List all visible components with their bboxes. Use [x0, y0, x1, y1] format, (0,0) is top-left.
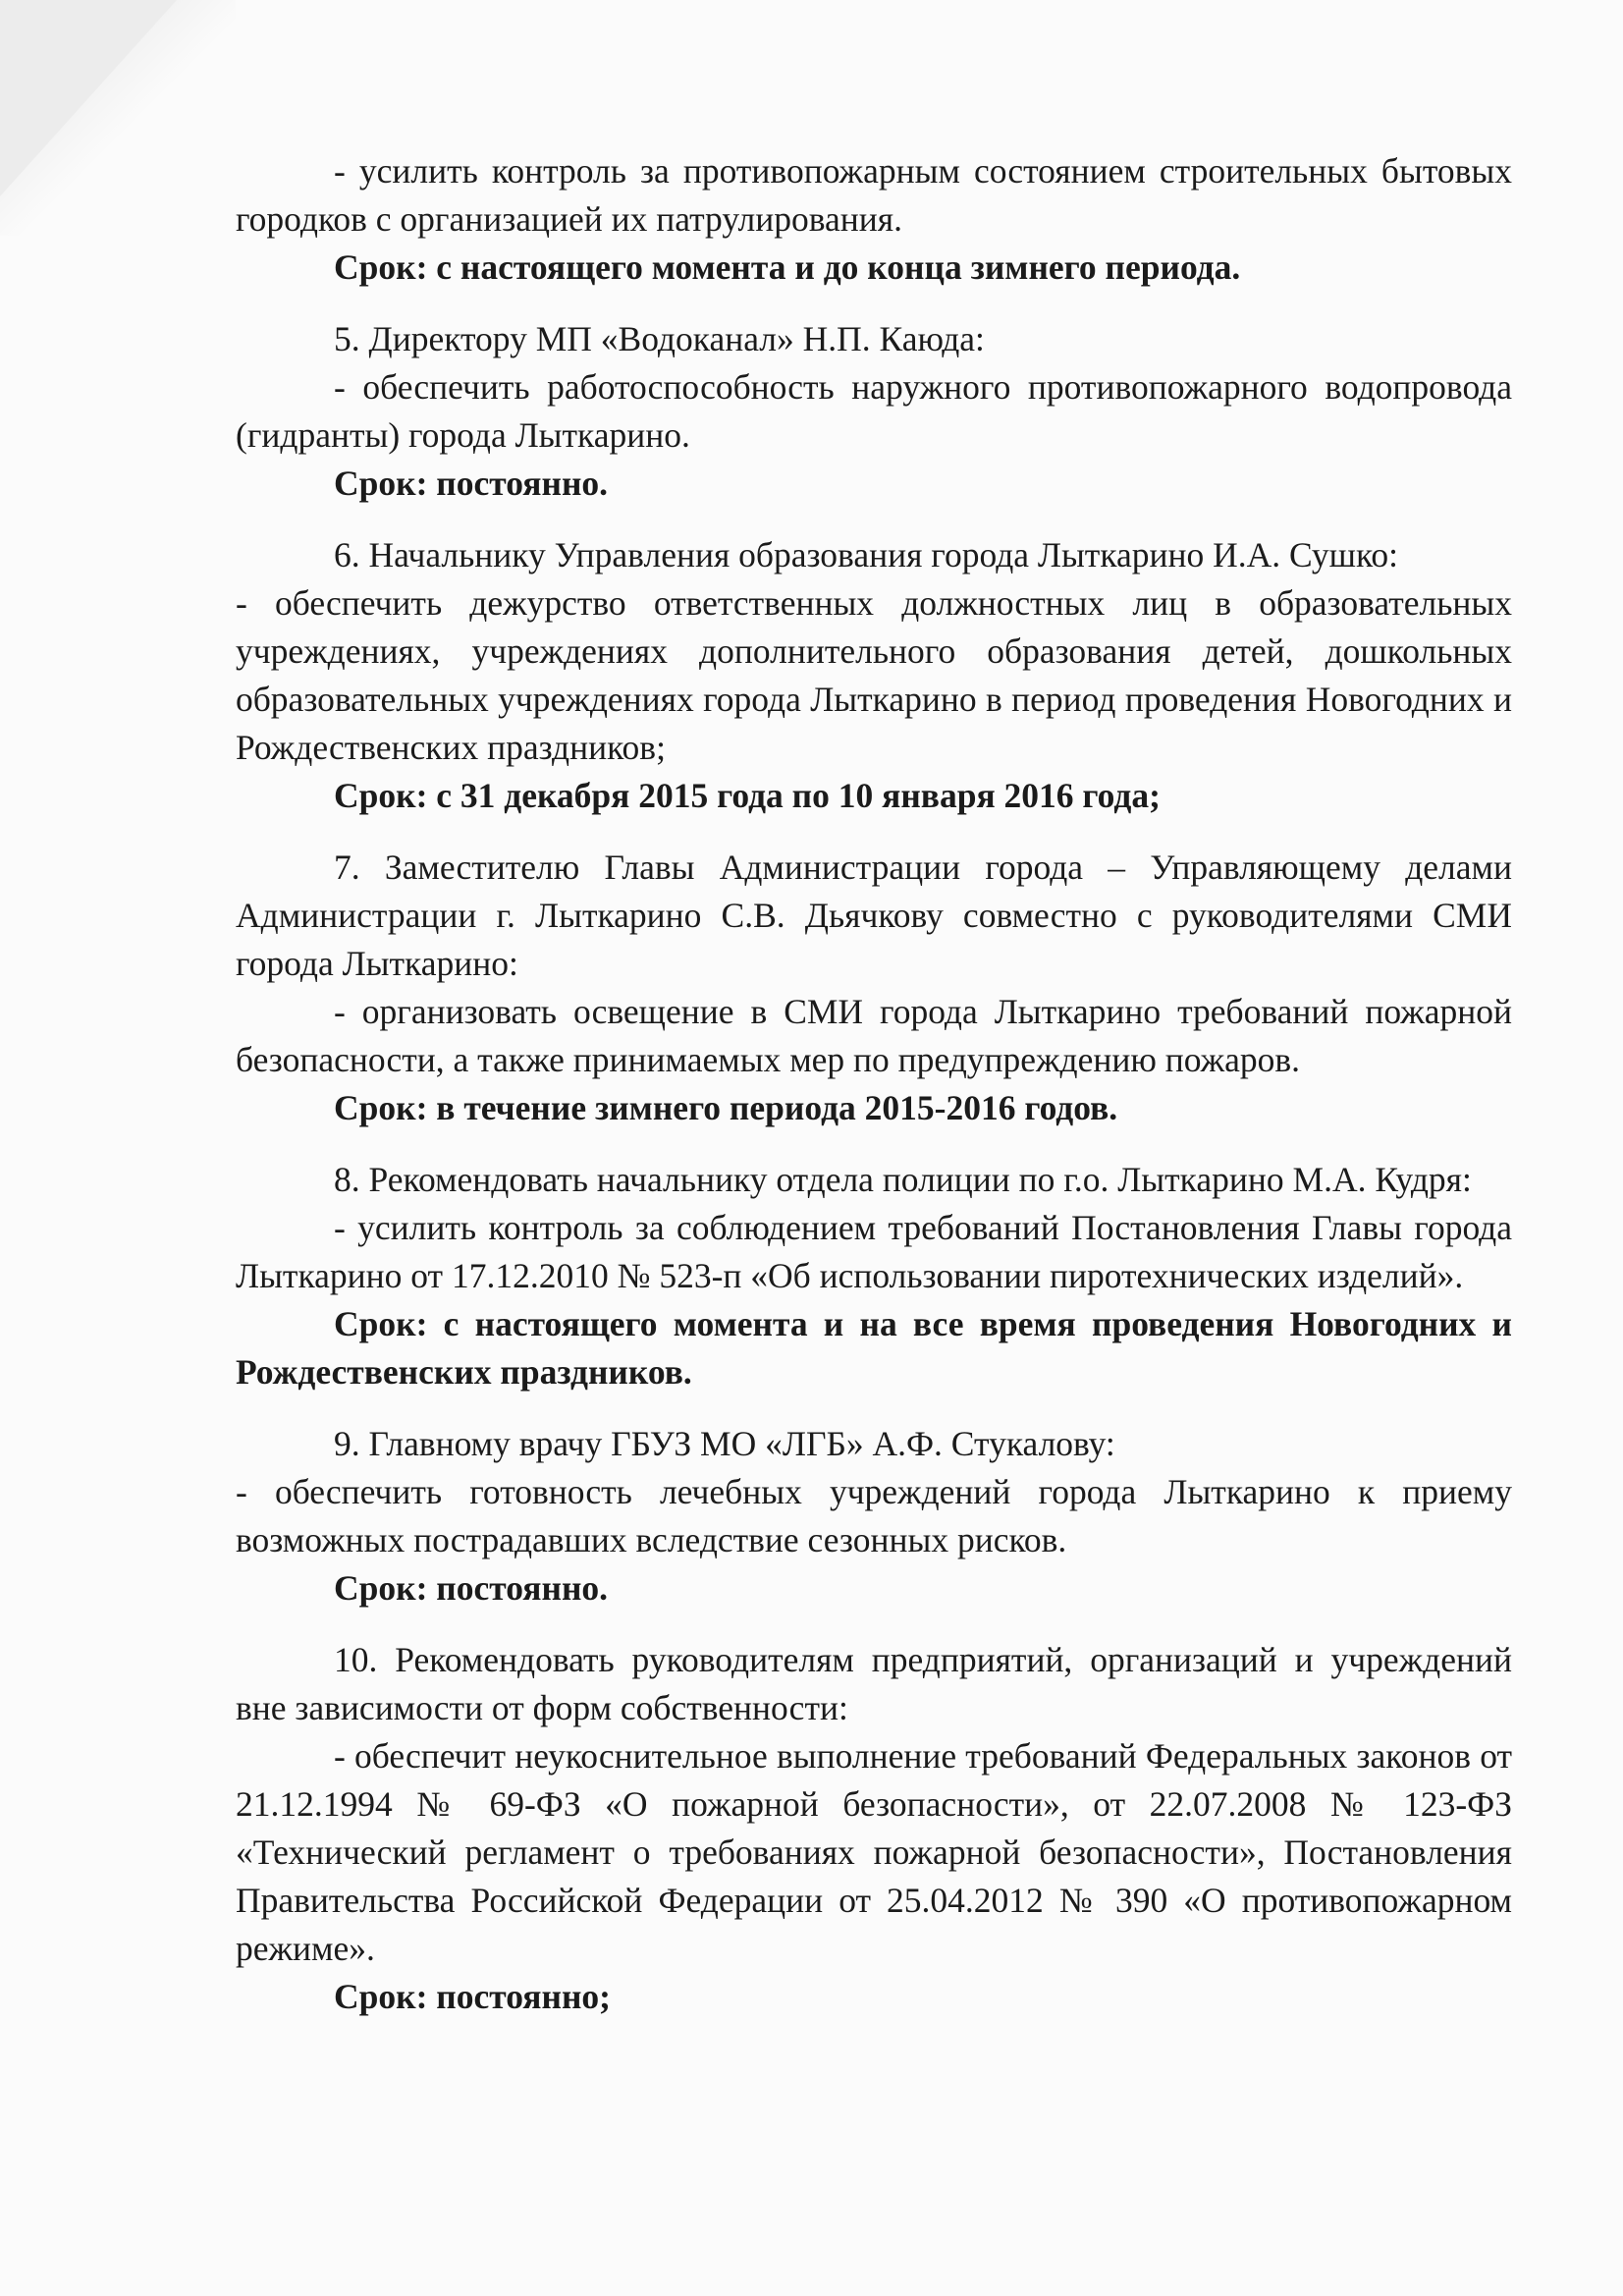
- page-corner-fold: [0, 0, 177, 196]
- paragraph-hydrants: - обеспечить работоспособность наружного противопожарного водопровода (гидранты) города Лыткарино.: [236, 367, 1512, 455]
- document-body: [236, 147, 1512, 2021]
- item-6-heading: 6. Начальнику Управления образования города Лыткарино И.А. Сушко:: [334, 535, 1398, 574]
- deadline-permanent-3: Срок: постоянно;: [334, 1977, 611, 2016]
- deadline-winter: Срок: с настоящего момента и до конца зимнего периода.: [334, 247, 1241, 287]
- paragraph-medical-readiness: - обеспечить готовность лечебных учреждений города Лыткарино к приему возможных пострадавших вследствие сезонных рисков.: [236, 1472, 1512, 1559]
- item-5-heading: 5. Директору МП «Водоканал» Н.П. Каюда:: [334, 319, 985, 358]
- item-9-heading: 9. Главному врачу ГБУЗ МО «ЛГБ» А.Ф. Стукалову:: [334, 1424, 1115, 1463]
- paragraph-patrol-control: - усилить контроль за противопожарным состоянием строительных бытовых городков с организацией их патрулирования.: [236, 151, 1512, 239]
- deadline-permanent-1: Срок: постоянно.: [334, 464, 609, 503]
- deadline-holidays-period: Срок: с настоящего момента и на все время проведения Новогодних и Рождественских праздников.: [236, 1304, 1512, 1392]
- item-8-heading: 8. Рекомендовать начальнику отдела полиции по г.о. Лыткарино М.А. Кудря:: [334, 1160, 1472, 1199]
- deadline-winter-2015-2016: Срок: в течение зимнего периода 2015-2016 годов.: [334, 1088, 1118, 1127]
- paragraph-education-duty: - обеспечить дежурство ответственных должностных лиц в образовательных учреждениях, учреждениях дополнительного образования детей, дошкольных образовательных учреждениях города Лыткарино в период проведения Новогодних и Рождественских праздников;: [236, 583, 1512, 767]
- item-7-heading: 7. Заместителю Главы Администрации города – Управляющему делами Администрации г. Лыткарино С.В. Дьячкову совместно с руководителями СМИ города Лыткарино:: [236, 847, 1512, 983]
- paragraph-media-coverage: - организовать освещение в СМИ города Лыткарино требований пожарной безопасности, а также принимаемых мер по предупреждению пожаров.: [236, 992, 1512, 1079]
- paragraph-federal-laws: - обеспечит неукоснительное выполнение требований Федеральных законов от 21.12.1994 № 69-ФЗ «О пожарной безопасности», от 22.07.2008 № 123-ФЗ «Технический регламент о требованиях пожарной безопасности», Постановления Правительства Российской Федерации от 25.04.2012 № 390 «О противопожарном режиме».: [236, 1736, 1512, 1968]
- deadline-permanent-2: Срок: постоянно.: [334, 1568, 609, 1608]
- deadline-holidays-dates: Срок: с 31 декабря 2015 года по 10 января 2016 года;: [334, 776, 1161, 815]
- item-10-heading: 10. Рекомендовать руководителям предприятий, организаций и учреждений вне зависимости от форм собственности:: [236, 1640, 1512, 1727]
- paragraph-pyrotechnics-control: - усилить контроль за соблюдением требований Постановления Главы города Лыткарино от 17.12.2010 № 523-п «Об использовании пиротехнических изделий».: [236, 1208, 1512, 1295]
